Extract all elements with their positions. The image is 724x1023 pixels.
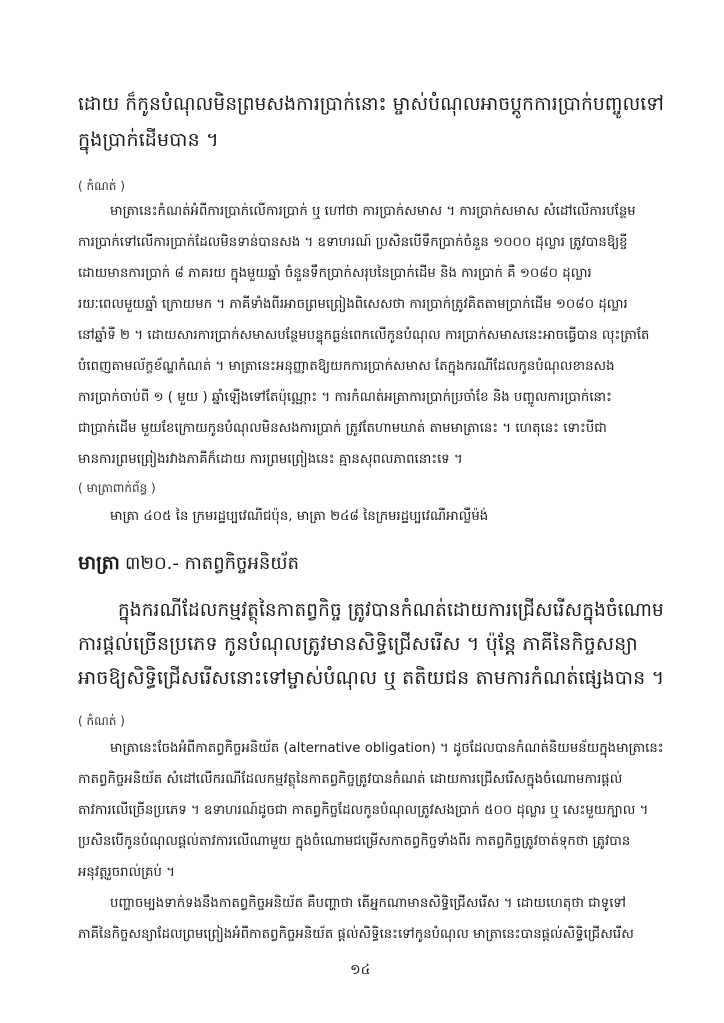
note-line: ការប្រាក់ទៅលើការប្រាក់ដែលមិនទាន់បានសង ។ ឧទាហរណ៍ ប្រសិនបើទឹកប្រាក់ចំនួន ១០០០ ដុល្លារ ត្រូវបានឱ្យខ្ចី <box>78 235 628 250</box>
note-label: ( កំណត់ ) <box>78 179 125 193</box>
note-line: ការប្រាក់ចាប់ពី ១ ( មួយ ) ឆ្នាំឡើងទៅតែប៉ុណ្ណោះ ។ ការកំណត់អត្រាការប្រាក់ប្រចាំខែ និង បញ្ចូលការប្រាក់នោះ <box>78 390 612 405</box>
note-line: ជាប្រាក់ដើម មួយខែក្រោយកូនបំណុលមិនសងការប្រាក់ ត្រូវតែហាមឃាត់ តាមមាត្រានេះ ។ ហេតុនេះ ទោះបីជា <box>78 421 607 436</box>
article-heading <box>78 551 299 579</box>
intro-line-2: ក្នុងប្រាក់ដើមបាន ។ <box>78 129 219 151</box>
page-number: ១៤ <box>350 962 371 978</box>
note-line: ភាគីនៃកិច្ចសន្យាដែលព្រមព្រៀងអំពីកាតព្វកិច្ចអនិយ័ត ផ្តល់សិទ្ធិនេះទៅកូនបំណុល មាត្រានេះបានផ្តល់សិទ្ធិជ្រើសរើស <box>78 927 634 942</box>
note-line: មាត្រានេះកំណត់អំពីការប្រាក់លើការប្រាក់ ឬ ហៅថា ការប្រាក់សមាស ។ ការប្រាក់សមាស សំដៅលើការបន្ថែម <box>110 204 636 219</box>
note-label: ( កំណត់ ) <box>78 714 125 728</box>
note-line: រយៈពេលមួយឆ្នាំ ក្រោយមក ។ ភាគីទាំងពីរអាចព្រមព្រៀងពិសេសថា ការប្រាក់ត្រូវគិតតាមប្រាក់ដើម ១០៨០ ដុល្លារ <box>78 297 628 312</box>
note-line: ប្រសិនបើកូនបំណុលផ្តល់តាវការលើណាមួយ ក្នុងចំណោមជម្រើសកាតព្វកិច្ចទាំងពីរ កាតព្វកិច្ចត្រូវចាត់ទុកថា ត្រូវបាន <box>78 834 631 849</box>
note-line: បំពេញតាមល័ក្ខខ័ណ្ឌកំណត់ ។ មាត្រានេះអនុញ្ញាតឱ្យយកការប្រាក់សមាស តែក្នុងករណីដែលកូនបំណុលខានសង <box>78 359 615 374</box>
note-line: នៅឆ្នាំទី ២ ។ ដោយសារការប្រាក់សមាសបន្ថែមបន្ទុកធ្ងន់ពេកលើកូនបំណុល ការប្រាក់សមាសនេះអាចធ្វើបាន លុះត្រាតែ <box>78 328 650 343</box>
article-line: ការផ្តល់ច្រើនប្រភេទ កូនបំណុលត្រូវមានសិទ្ធិជ្រើសរើស ។ ប៉ុន្តែ ភាគីនៃកិច្ចសន្យា <box>78 633 638 655</box>
related-text: មាត្រា ៤០៥ នៃ ក្រមរដ្ឋប្បវេណីជប៉ុន, មាត្រា ២៤៨ នៃក្រមរដ្ឋប្បវេណីអាល្លឺម៉ង់ <box>110 509 489 524</box>
note-line: បញ្ហាចម្បងទាក់ទងនឹងកាតព្វកិច្ចអនិយ័ត គឺបញ្ហាថា តើអ្នកណាមានសិទ្ធិជ្រើសរើស ។ ដោយហេតុថា ជាទូទៅ <box>110 896 626 911</box>
article-title: ៣២០.- កាតព្វកិច្ចអនិយ័ត <box>124 553 299 574</box>
note-line: មាត្រានេះចែងអំពីកាតព្វកិច្ចអនិយ័ត (alternative obligation) ។ ដូចដែលបានកំណត់និយមន័យក្នុងមាត្រានេះ <box>110 741 664 756</box>
note-line: មានការព្រមព្រៀងរវាងភាគីក៏ដោយ ការព្រមព្រៀងនេះ គ្មានសុពលភាពនោះទេ ។ <box>78 452 463 467</box>
related-label: ( មាត្រាពាក់ព័ន្ធ ) <box>78 481 156 495</box>
note-line: អនុវត្តរួចរាល់គ្រប់ ។ <box>78 865 175 880</box>
note-line: តាវការលើច្រើនប្រភេទ ។ ឧទាហរណ៍ដូចជា កាតព្វកិច្ចដែលកូនបំណុលត្រូវសងប្រាក់ ៥០០ ដុល្លារ ឬ សេះមួយក្បាល ។ <box>78 803 649 818</box>
note-line: ដោយមានការប្រាក់ ៨ ភាគរយ ក្នុងមួយឆ្នាំ ចំនួនទឹកប្រាក់សរុបនៃប្រាក់ដើម និង ការប្រាក់ គឺ ១០៨០ ដុល្លារ <box>78 266 592 281</box>
article-word: មាត្រា <box>78 552 120 574</box>
article-line: ក្នុងករណីដែលកម្មវត្ថុនៃកាតព្វកិច្ច ត្រូវបានកំណត់ដោយការជ្រើសរើសក្នុងចំណោម <box>118 599 664 621</box>
article-line: អាចឱ្យសិទ្ធិជ្រើសរើសនោះទៅម្ចាស់បំណុល ឬ តតិយជន តាមការកំណត់ផ្សេងបាន ។ <box>78 667 665 689</box>
intro-line-1: ដោយ ក៏កូនបំណុលមិនព្រមសងការប្រាក់នោះ ម្ចាស់បំណុលអាចប្តូកការប្រាក់បញ្ចូលទៅ <box>78 93 664 115</box>
note-line: កាតព្វកិច្ចអនិយ័ត សំដៅលើករណីដែលកម្មវត្ថុនៃកាតព្វកិច្ចត្រូវបានកំណត់ ដោយការជ្រើសរើសក្នុងចំណោមការផ្តល់ <box>78 772 623 787</box>
